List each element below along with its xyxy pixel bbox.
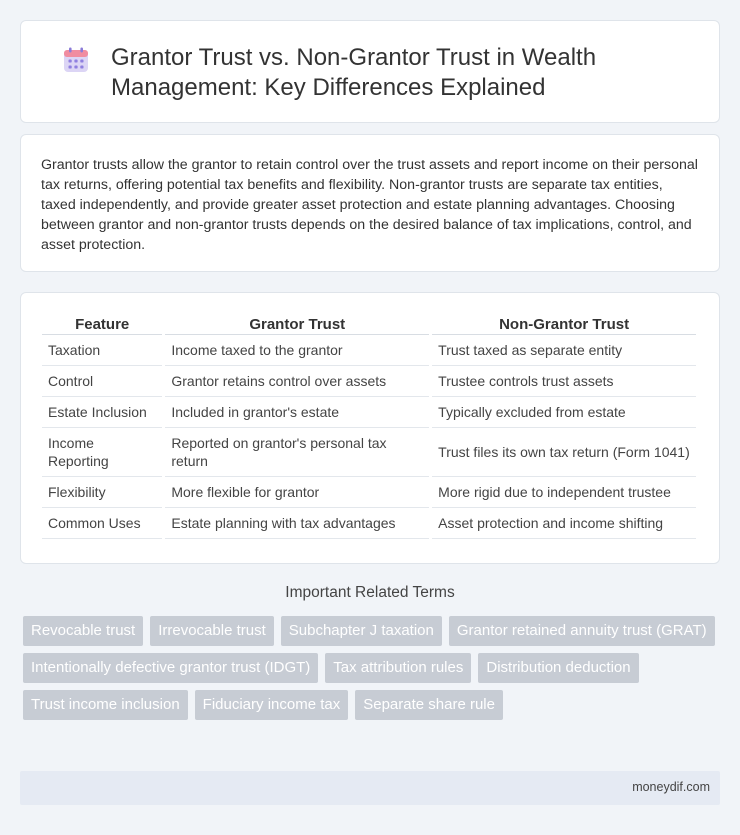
- related-term-tag[interactable]: Distribution deduction: [478, 653, 638, 683]
- row-grantor-value: Reported on grantor's personal tax return: [165, 428, 429, 477]
- row-grantor-value: Included in grantor's estate: [165, 397, 429, 428]
- row-grantor-value: Income taxed to the grantor: [165, 335, 429, 366]
- intro-card: [20, 134, 720, 272]
- footer-site-link[interactable]: moneydif.com: [632, 780, 710, 794]
- table-row: [42, 335, 696, 366]
- row-feature: Flexibility: [42, 477, 162, 508]
- table-header-row: [42, 315, 696, 335]
- table-row: [42, 508, 696, 539]
- row-feature: Control: [42, 366, 162, 397]
- table-row: [42, 477, 696, 508]
- row-non-grantor-value: Trust taxed as separate entity: [432, 335, 696, 366]
- intro-paragraph: Grantor trusts allow the grantor to retain control over the trust assets and report income on their personal tax returns, offering potential tax benefits and flexibility. Non-grantor trusts are separate tax entities, taxed independently, and provide greater asset protection and estate planning advantages. Choosing between grantor and non-grantor trusts depends on the desired balance of tax implications, control, and asset protection.: [41, 157, 698, 253]
- related-term-tag[interactable]: Fiduciary income tax: [195, 690, 349, 720]
- row-grantor-value: Estate planning with tax advantages: [165, 508, 429, 539]
- footer: [20, 771, 720, 805]
- row-non-grantor-value: Typically excluded from estate: [432, 397, 696, 428]
- related-term-tag[interactable]: Grantor retained annuity trust (GRAT): [449, 616, 715, 646]
- row-feature: Taxation: [42, 335, 162, 366]
- related-terms-list: [23, 616, 723, 720]
- header-feature: Feature: [42, 315, 162, 335]
- row-feature: Common Uses: [42, 508, 162, 539]
- header-grantor-trust: Grantor Trust: [165, 315, 429, 335]
- related-term-tag[interactable]: Irrevocable trust: [150, 616, 274, 646]
- row-non-grantor-value: Trustee controls trust assets: [432, 366, 696, 397]
- related-term-tag[interactable]: Revocable trust: [23, 616, 143, 646]
- header-non-grantor-trust: Non-Grantor Trust: [432, 315, 696, 335]
- row-non-grantor-value: Trust files its own tax return (Form 1041): [432, 428, 696, 477]
- related-term-tag[interactable]: Subchapter J taxation: [281, 616, 442, 646]
- title-card: [20, 20, 720, 123]
- row-grantor-value: More flexible for grantor: [165, 477, 429, 508]
- row-non-grantor-value: Asset protection and income shifting: [432, 508, 696, 539]
- page-title: Grantor Trust vs. Non-Grantor Trust in Wealth Management: Key Differences Explained: [111, 44, 597, 101]
- table-row: [42, 366, 696, 397]
- row-feature: Income Reporting: [42, 428, 162, 477]
- calendar-icon: [63, 47, 89, 73]
- comparison-table: [39, 315, 699, 539]
- related-term-tag[interactable]: Separate share rule: [355, 690, 503, 720]
- table-row: [42, 397, 696, 428]
- row-non-grantor-value: More rigid due to independent trustee: [432, 477, 696, 508]
- row-feature: Estate Inclusion: [42, 397, 162, 428]
- comparison-card: [20, 292, 720, 564]
- table-row: [42, 428, 696, 477]
- related-term-tag[interactable]: Intentionally defective grantor trust (IDGT): [23, 653, 318, 683]
- related-terms-heading: Important Related Terms: [285, 584, 455, 601]
- related-term-tag[interactable]: Tax attribution rules: [325, 653, 471, 683]
- row-grantor-value: Grantor retains control over assets: [165, 366, 429, 397]
- title-wrap: [111, 43, 671, 103]
- related-term-tag[interactable]: Trust income inclusion: [23, 690, 188, 720]
